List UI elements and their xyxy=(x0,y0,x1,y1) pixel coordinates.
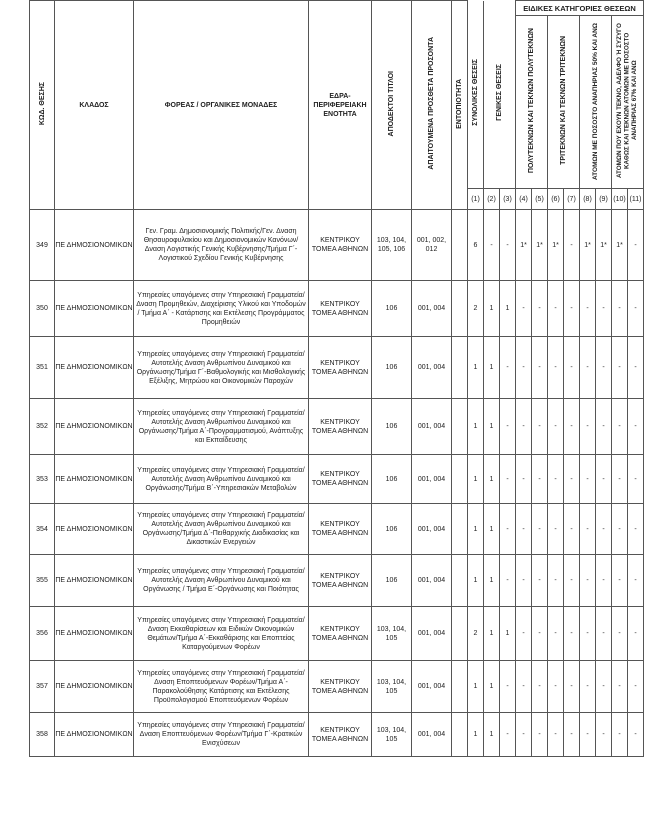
count-cell: - xyxy=(596,399,612,455)
seat: ΚΕΝΤΡΙΚΟΥ ΤΟΜΕΑ ΑΘΗΝΩΝ xyxy=(309,455,372,504)
accepted-titles: 106 xyxy=(372,399,412,455)
count-cell: 1 xyxy=(468,661,484,713)
table-row xyxy=(30,555,644,607)
count-cell: - xyxy=(548,555,564,607)
count-cell: - xyxy=(596,281,612,337)
count-cell: - xyxy=(500,210,516,281)
count-cell: - xyxy=(532,555,548,607)
branch: ΠΕ ΔΗΜΟΣΙΟΝΟΜΙΚΩΝ xyxy=(55,281,134,337)
count-cell: - xyxy=(500,504,516,555)
seat: ΚΕΝΤΡΙΚΟΥ ΤΟΜΕΑ ΑΘΗΝΩΝ xyxy=(309,555,372,607)
col-number: (11) xyxy=(628,189,644,210)
count-cell: - xyxy=(612,504,628,555)
position-code: 353 xyxy=(30,455,55,504)
branch: ΠΕ ΔΗΜΟΣΙΟΝΟΜΙΚΩΝ xyxy=(55,607,134,661)
count-cell: 1* xyxy=(580,210,596,281)
count-cell: 1 xyxy=(484,504,500,555)
col-number: (5) xyxy=(532,189,548,210)
count-cell: 1 xyxy=(500,281,516,337)
count-cell: - xyxy=(612,337,628,399)
count-cell: - xyxy=(548,607,564,661)
count-cell: - xyxy=(516,504,532,555)
count-cell: - xyxy=(628,455,644,504)
count-cell: 2 xyxy=(468,281,484,337)
count-cell: - xyxy=(564,455,580,504)
count-cell: - xyxy=(516,555,532,607)
qualifications: 001, 002, 012 xyxy=(412,210,452,281)
count-cell: - xyxy=(612,661,628,713)
accepted-titles: 106 xyxy=(372,455,412,504)
count-cell: - xyxy=(516,399,532,455)
col-number: (9) xyxy=(596,189,612,210)
table-row xyxy=(30,337,644,399)
seat: ΚΕΝΤΡΙΚΟΥ ΤΟΜΕΑ ΑΘΗΝΩΝ xyxy=(309,210,372,281)
agency: Γεν. Γραμ. Δημοσιονομικής Πολιτικής/Γεν. Δναση Θησαυροφυλακίου και Δημοσιονομικών Κανόνων/Δναση Λογιστικής Γενικής Κυβέρνησης/Τμήμα Γ΄-Λογιστικού Σχεδίου Γενικής Κυβέρνησης xyxy=(134,210,309,281)
count-cell: - xyxy=(532,713,548,757)
table-row xyxy=(30,210,644,281)
col-number: (7) xyxy=(564,189,580,210)
table-row xyxy=(30,661,644,713)
col-number: (3) xyxy=(500,189,516,210)
branch: ΠΕ ΔΗΜΟΣΙΟΝΟΜΙΚΩΝ xyxy=(55,661,134,713)
locality xyxy=(452,504,468,555)
seat: ΚΕΝΤΡΙΚΟΥ ΤΟΜΕΑ ΑΘΗΝΩΝ xyxy=(309,661,372,713)
count-cell: - xyxy=(532,281,548,337)
count-cell: - xyxy=(628,661,644,713)
locality xyxy=(452,210,468,281)
locality xyxy=(452,555,468,607)
count-cell: - xyxy=(596,555,612,607)
col-number: (4) xyxy=(516,189,532,210)
position-code: 352 xyxy=(30,399,55,455)
count-cell: - xyxy=(564,555,580,607)
count-cell: 1 xyxy=(468,337,484,399)
accepted-titles: 106 xyxy=(372,281,412,337)
table-row xyxy=(30,281,644,337)
qualifications: 001, 004 xyxy=(412,607,452,661)
locality xyxy=(452,455,468,504)
header-locality: ΕΝΤΟΠΙΟΤΗΤΑ xyxy=(452,1,468,210)
count-cell: - xyxy=(628,399,644,455)
col-number: (2) xyxy=(484,189,500,210)
agency: Υπηρεσίες υπαγόμενες στην Υπηρεσιακή Γραμματεία/Δναση Εποπτευόμενων Φορέων/Τμήμα Α΄-Παρακολούθησης Κατάρτισης και Εκτέλεσης Προϋπολογισμού Εποπτευόμενων Φορέων xyxy=(134,661,309,713)
count-cell: 1 xyxy=(484,661,500,713)
count-cell: - xyxy=(484,210,500,281)
count-cell: - xyxy=(564,399,580,455)
count-cell: - xyxy=(548,399,564,455)
col-number: (8) xyxy=(580,189,596,210)
count-cell: - xyxy=(596,713,612,757)
seat: ΚΕΝΤΡΙΚΟΥ ΤΟΜΕΑ ΑΘΗΝΩΝ xyxy=(309,504,372,555)
branch: ΠΕ ΔΗΜΟΣΙΟΝΟΜΙΚΩΝ xyxy=(55,504,134,555)
count-cell: 1 xyxy=(468,455,484,504)
count-cell: 1 xyxy=(484,713,500,757)
header-qualifications: ΑΠΑΙΤΟΥΜΕΝΑ ΠΡΟΣΘΕΤΑ ΠΡΟΣΟΝΤΑ xyxy=(412,1,452,210)
header-three-children: ΤΡΙΤΕΚΝΩΝ ΚΑΙ ΤΕΚΝΩΝ ΤΡΙΤΕΚΝΩΝ xyxy=(548,16,580,189)
count-cell: - xyxy=(548,713,564,757)
col-number: (6) xyxy=(548,189,564,210)
qualifications: 001, 004 xyxy=(412,713,452,757)
count-cell: 1 xyxy=(468,399,484,455)
seat: ΚΕΝΤΡΙΚΟΥ ΤΟΜΕΑ ΑΘΗΝΩΝ xyxy=(309,713,372,757)
accepted-titles: 106 xyxy=(372,337,412,399)
count-cell: 1 xyxy=(468,504,484,555)
table-row xyxy=(30,607,644,661)
count-cell: 1 xyxy=(484,455,500,504)
locality xyxy=(452,337,468,399)
positions-table xyxy=(29,0,644,757)
count-cell: - xyxy=(580,504,596,555)
count-cell: - xyxy=(500,555,516,607)
count-cell: - xyxy=(612,399,628,455)
count-cell: 1* xyxy=(516,210,532,281)
count-cell: - xyxy=(564,661,580,713)
table-row xyxy=(30,455,644,504)
seat: ΚΕΝΤΡΙΚΟΥ ΤΟΜΕΑ ΑΘΗΝΩΝ xyxy=(309,281,372,337)
position-code: 354 xyxy=(30,504,55,555)
count-cell: - xyxy=(564,713,580,757)
branch: ΠΕ ΔΗΜΟΣΙΟΝΟΜΙΚΩΝ xyxy=(55,210,134,281)
count-cell: - xyxy=(580,455,596,504)
count-cell: - xyxy=(516,337,532,399)
header-branch: ΚΛΑΔΟΣ xyxy=(55,1,134,210)
count-cell: - xyxy=(628,281,644,337)
count-cell: - xyxy=(548,661,564,713)
position-code: 358 xyxy=(30,713,55,757)
accepted-titles: 103, 104, 105 xyxy=(372,607,412,661)
count-cell: - xyxy=(532,607,548,661)
position-code: 355 xyxy=(30,555,55,607)
count-cell: - xyxy=(612,281,628,337)
count-cell: - xyxy=(596,661,612,713)
header-general: ΓΕΝΙΚΕΣ ΘΕΣΕΙΣ xyxy=(484,1,516,189)
qualifications: 001, 004 xyxy=(412,504,452,555)
count-cell: 1 xyxy=(484,337,500,399)
count-cell: - xyxy=(532,337,548,399)
header-code: ΚΩΔ. ΘΕΣΗΣ xyxy=(30,1,55,210)
count-cell: - xyxy=(500,399,516,455)
count-cell: 1 xyxy=(468,555,484,607)
agency: Υπηρεσίες υπαγόμενες στην Υπηρεσιακή Γραμματεία/Δναση Εποπτευόμενων Φορέων/Τμήμα Γ΄-Κρατικών Ενισχύσεων xyxy=(134,713,309,757)
count-cell: - xyxy=(516,455,532,504)
count-cell: - xyxy=(548,281,564,337)
count-cell: - xyxy=(580,281,596,337)
position-code: 349 xyxy=(30,210,55,281)
count-cell: - xyxy=(500,713,516,757)
count-cell: 1 xyxy=(484,399,500,455)
count-cell: - xyxy=(516,661,532,713)
count-cell: - xyxy=(564,504,580,555)
accepted-titles: 103, 104, 105, 106 xyxy=(372,210,412,281)
agency: Υπηρεσίες υπαγόμενες στην Υπηρεσιακή Γραμματεία/Αυτοτελής Δναση Ανθρωπίνου Δυναμικού και Οργάνωσης/Τμήμα Γ΄-Βαθμολογικής και Μισθολογικής Εξέλιξης, Μητρώου και Οικονομικών Παροχών xyxy=(134,337,309,399)
agency: Υπηρεσίες υπαγόμενες στην Υπηρεσιακή Γραμματεία/Αυτοτελής Δναση Ανθρωπίνου Δυναμικού και Οργάνωσης/Τμήμα Α΄-Προγραμματισμού, Ανάπτυξης και Εκπαίδευσης xyxy=(134,399,309,455)
count-cell: - xyxy=(500,337,516,399)
agency: Υπηρεσίες υπαγόμενες στην Υπηρεσιακή Γραμματεία/Αυτοτελής Δναση Ανθρωπίνου Δυναμικού και Οργάνωσης/Τμήμα Β΄-Υπηρεσιακών Μεταβολών xyxy=(134,455,309,504)
col-number: (1) xyxy=(468,189,484,210)
count-cell: - xyxy=(580,555,596,607)
count-cell: 1 xyxy=(484,281,500,337)
table-row xyxy=(30,713,644,757)
count-cell: 1* xyxy=(548,210,564,281)
agency: Υπηρεσίες υπαγόμενες στην Υπηρεσιακή Γραμματεία/Δναση Εκκαθαρίσεων και Ειδικών Οικονομικών Θεμάτων/Τμήμα Α΄-Εκκαθάρισης και Εποπτείας Καταργούμενων Φορέων xyxy=(134,607,309,661)
count-cell: - xyxy=(548,504,564,555)
table-row xyxy=(30,504,644,555)
qualifications: 001, 004 xyxy=(412,399,452,455)
header-disability67: ΑΤΟΜΩΝ ΠΟΥ ΕΧΟΥΝ ΤΕΚΝΟ, ΑΔΕΛΦΟ Ή ΣΥΖΥΓΟ ΚΑΘΩΣ ΚΑΙ ΤΕΚΝΩΝ ΑΤΟΜΩΝ ΜΕ ΠΟΣΟΣΤΟ ΑΝΑΠΗΡΙΑΣ 67% ΚΑΙ ΑΝΩ xyxy=(612,16,644,189)
count-cell: 1 xyxy=(484,555,500,607)
position-code: 357 xyxy=(30,661,55,713)
count-cell: - xyxy=(580,661,596,713)
count-cell: - xyxy=(532,504,548,555)
count-cell: - xyxy=(596,337,612,399)
position-code: 351 xyxy=(30,337,55,399)
count-cell: - xyxy=(628,504,644,555)
seat: ΚΕΝΤΡΙΚΟΥ ΤΟΜΕΑ ΑΘΗΝΩΝ xyxy=(309,607,372,661)
seat: ΚΕΝΤΡΙΚΟΥ ΤΟΜΕΑ ΑΘΗΝΩΝ xyxy=(309,399,372,455)
locality xyxy=(452,281,468,337)
count-cell: - xyxy=(564,210,580,281)
branch: ΠΕ ΔΗΜΟΣΙΟΝΟΜΙΚΩΝ xyxy=(55,555,134,607)
header-agency: ΦΟΡΕΑΣ / ΟΡΓΑΝΙΚΕΣ ΜΟΝΑΔΕΣ xyxy=(134,1,309,210)
count-cell: - xyxy=(612,713,628,757)
col-number: (10) xyxy=(612,189,628,210)
count-cell: - xyxy=(628,607,644,661)
agency: Υπηρεσίες υπαγόμενες στην Υπηρεσιακή Γραμματεία/Δναση Προμηθειών, Διαχείρισης Υλικού και Υποδομών / Τμήμα Α΄ - Κατάρτισης και Εκτέλεσης Προγράμματος Προμηθειών xyxy=(134,281,309,337)
qualifications: 001, 004 xyxy=(412,337,452,399)
count-cell: - xyxy=(612,555,628,607)
count-cell: 1 xyxy=(484,607,500,661)
count-cell: - xyxy=(516,281,532,337)
locality xyxy=(452,661,468,713)
branch: ΠΕ ΔΗΜΟΣΙΟΝΟΜΙΚΩΝ xyxy=(55,399,134,455)
count-cell: 1 xyxy=(468,713,484,757)
count-cell: - xyxy=(532,399,548,455)
count-cell: - xyxy=(516,607,532,661)
header-disability50: ΑΤΟΜΩΝ ΜΕ ΠΟΣΟΣΤΟ ΑΝΑΠΗΡΙΑΣ 50% ΚΑΙ ΑΝΩ xyxy=(580,16,612,189)
position-code: 350 xyxy=(30,281,55,337)
locality xyxy=(452,607,468,661)
branch: ΠΕ ΔΗΜΟΣΙΟΝΟΜΙΚΩΝ xyxy=(55,337,134,399)
count-cell: - xyxy=(612,607,628,661)
branch: ΠΕ ΔΗΜΟΣΙΟΝΟΜΙΚΩΝ xyxy=(55,455,134,504)
branch: ΠΕ ΔΗΜΟΣΙΟΝΟΜΙΚΩΝ xyxy=(55,713,134,757)
seat: ΚΕΝΤΡΙΚΟΥ ΤΟΜΕΑ ΑΘΗΝΩΝ xyxy=(309,337,372,399)
count-cell: - xyxy=(628,555,644,607)
locality xyxy=(452,399,468,455)
count-cell: - xyxy=(532,661,548,713)
accepted-titles: 103, 104, 105 xyxy=(372,661,412,713)
count-cell: - xyxy=(596,607,612,661)
position-code: 356 xyxy=(30,607,55,661)
accepted-titles: 103, 104, 105 xyxy=(372,713,412,757)
count-cell: - xyxy=(580,337,596,399)
count-cell: - xyxy=(548,337,564,399)
header-total: ΣΥΝΟΛΙΚΕΣ ΘΕΣΕΙΣ xyxy=(468,1,484,189)
count-cell: - xyxy=(532,455,548,504)
count-cell: - xyxy=(580,607,596,661)
count-cell: - xyxy=(500,661,516,713)
count-cell: 1* xyxy=(612,210,628,281)
header-titles: ΑΠΟΔΕΚΤΟΙ ΤΙΤΛΟΙ xyxy=(372,1,412,210)
table-row xyxy=(30,399,644,455)
count-cell: - xyxy=(516,713,532,757)
qualifications: 001, 004 xyxy=(412,281,452,337)
count-cell: - xyxy=(628,210,644,281)
qualifications: 001, 004 xyxy=(412,455,452,504)
count-cell: 6 xyxy=(468,210,484,281)
accepted-titles: 106 xyxy=(372,555,412,607)
count-cell: - xyxy=(500,455,516,504)
header-special: ΕΙΔΙΚΕΣ ΚΑΤΗΓΟΡΙΕΣ ΘΕΣΕΩΝ xyxy=(516,1,644,16)
header-seat: ΕΔΡΑ-ΠΕΡΙΦΕΡΕΙΑΚΗ ΕΝΟΤΗΤΑ xyxy=(309,1,372,210)
count-cell: - xyxy=(612,455,628,504)
count-cell: - xyxy=(628,337,644,399)
count-cell: - xyxy=(628,713,644,757)
count-cell: - xyxy=(564,337,580,399)
count-cell: - xyxy=(596,455,612,504)
accepted-titles: 106 xyxy=(372,504,412,555)
count-cell: - xyxy=(564,607,580,661)
count-cell: - xyxy=(548,455,564,504)
header-large-families: ΠΟΛΥΤΕΚΝΩΝ ΚΑΙ ΤΕΚΝΩΝ ΠΟΛΥΤΕΚΝΩΝ xyxy=(516,16,548,189)
agency: Υπηρεσίες υπαγόμενες στην Υπηρεσιακή Γραμματεία/Αυτοτελής Δναση Ανθρωπίνου Δυναμικού και Οργάνωσης/Τμήμα Δ΄-Πειθαρχικής Διαδικασίας και Δικαστικών Ενεργειών xyxy=(134,504,309,555)
count-cell: - xyxy=(580,399,596,455)
count-cell: 1* xyxy=(532,210,548,281)
count-cell: 2 xyxy=(468,607,484,661)
qualifications: 001, 004 xyxy=(412,661,452,713)
count-cell: - xyxy=(596,504,612,555)
count-cell: 1 xyxy=(500,607,516,661)
qualifications: 001, 004 xyxy=(412,555,452,607)
count-cell: - xyxy=(580,713,596,757)
locality xyxy=(452,713,468,757)
agency: Υπηρεσίες υπαγόμενες στην Υπηρεσιακή Γραμματεία/Αυτοτελής Δναση Ανθρωπίνου Δυναμικού και Οργάνωσης / Τμήμα Ε΄-Οργάνωσης και Ποιότητας xyxy=(134,555,309,607)
count-cell: 1* xyxy=(596,210,612,281)
count-cell: - xyxy=(564,281,580,337)
